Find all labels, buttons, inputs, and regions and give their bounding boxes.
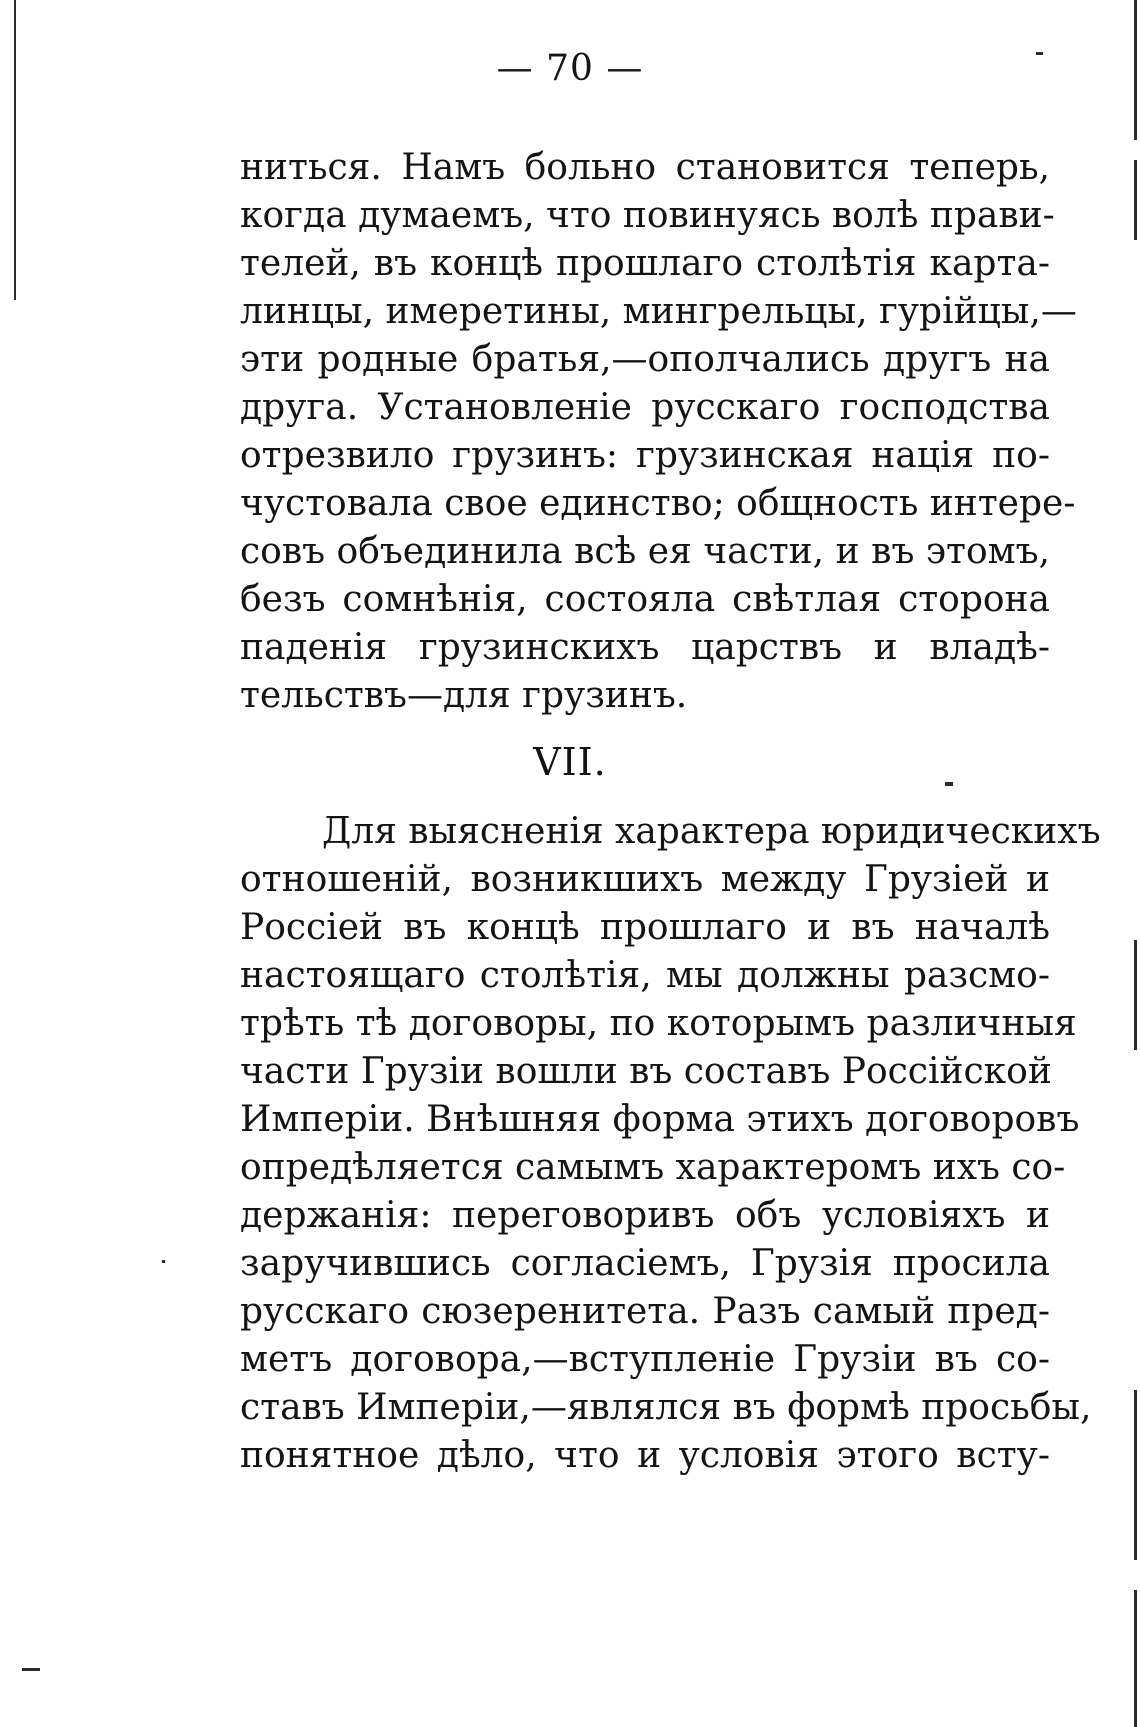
text-line: опредѣляется самымъ характеромъ ихъ со- [240, 1147, 1066, 1188]
scan-edge-right [1134, 1390, 1137, 1560]
text-line: когда думаемъ, что повинуясь волѣ прави- [240, 195, 1055, 236]
text-line: понятное дѣло, что и условія этого всту- [240, 1435, 1050, 1476]
scan-edge-right [1134, 940, 1137, 1050]
text-line: отношеній, возникшихъ между Грузіей и [240, 859, 1050, 900]
text-line: Россіей въ концѣ прошлаго и въ началѣ [240, 907, 1050, 948]
text-line: держанія: переговоривъ объ условіяхъ и [240, 1195, 1050, 1236]
scan-speck [162, 1260, 165, 1263]
text-line: совъ объединила всѣ ея части, и въ этомъ, [240, 531, 1050, 572]
text-line: линцы, имеретины, мингрельцы, гурійцы,— [240, 291, 1077, 332]
page-number: — 70 — [496, 48, 644, 89]
scan-edge-right [1134, 1590, 1137, 1727]
section-heading: VII. [533, 740, 607, 784]
text-line: метъ договора,—вступленіе Грузіи въ со- [240, 1339, 1050, 1380]
text-line: телей, въ концѣ прошлаго столѣтія карта- [240, 243, 1050, 284]
text-line: ниться. Намъ больно становится теперь, [240, 147, 1050, 188]
text-line: Для выясненія характера юридическихъ [322, 811, 1101, 852]
text-line: трѣть тѣ договоры, по которымъ различныя [240, 1003, 1077, 1044]
text-line: заручившись согласіемъ, Грузія просила [240, 1243, 1050, 1284]
text-line: отрезвило грузинъ: грузинская нація по- [240, 435, 1050, 476]
text-line: безъ сомнѣнія, состояла свѣтлая сторона [240, 579, 1050, 620]
text-line: Имперіи. Внѣшняя форма этихъ договоровъ [240, 1099, 1080, 1140]
paragraph-2 [240, 808, 1101, 1480]
text-line: эти родные братья,—ополчались другъ на [240, 339, 1050, 380]
text-line: паденія грузинскихъ царствъ и владѣ- [240, 627, 1050, 668]
text-line: друга. Установленіе русскаго господства [240, 387, 1050, 428]
paragraph-1 [240, 144, 1077, 720]
text-line: русскаго сюзеренитета. Разъ самый пред- [240, 1291, 1050, 1332]
scan-edge-left [14, 0, 16, 300]
scan-edge-right [1134, 160, 1137, 240]
text-line: части Грузіи вошли въ составъ Россійской [240, 1051, 1052, 1092]
text-line: ставъ Имперіи,—являлся въ формѣ просьбы, [240, 1387, 1092, 1428]
text-line: настоящаго столѣтія, мы должны разсмо- [240, 955, 1050, 996]
scan-speck [22, 1668, 40, 1671]
text-line: тельствъ—для грузинъ. [240, 675, 688, 716]
text-line: чустовала свое единство; общность интере- [240, 483, 1076, 524]
